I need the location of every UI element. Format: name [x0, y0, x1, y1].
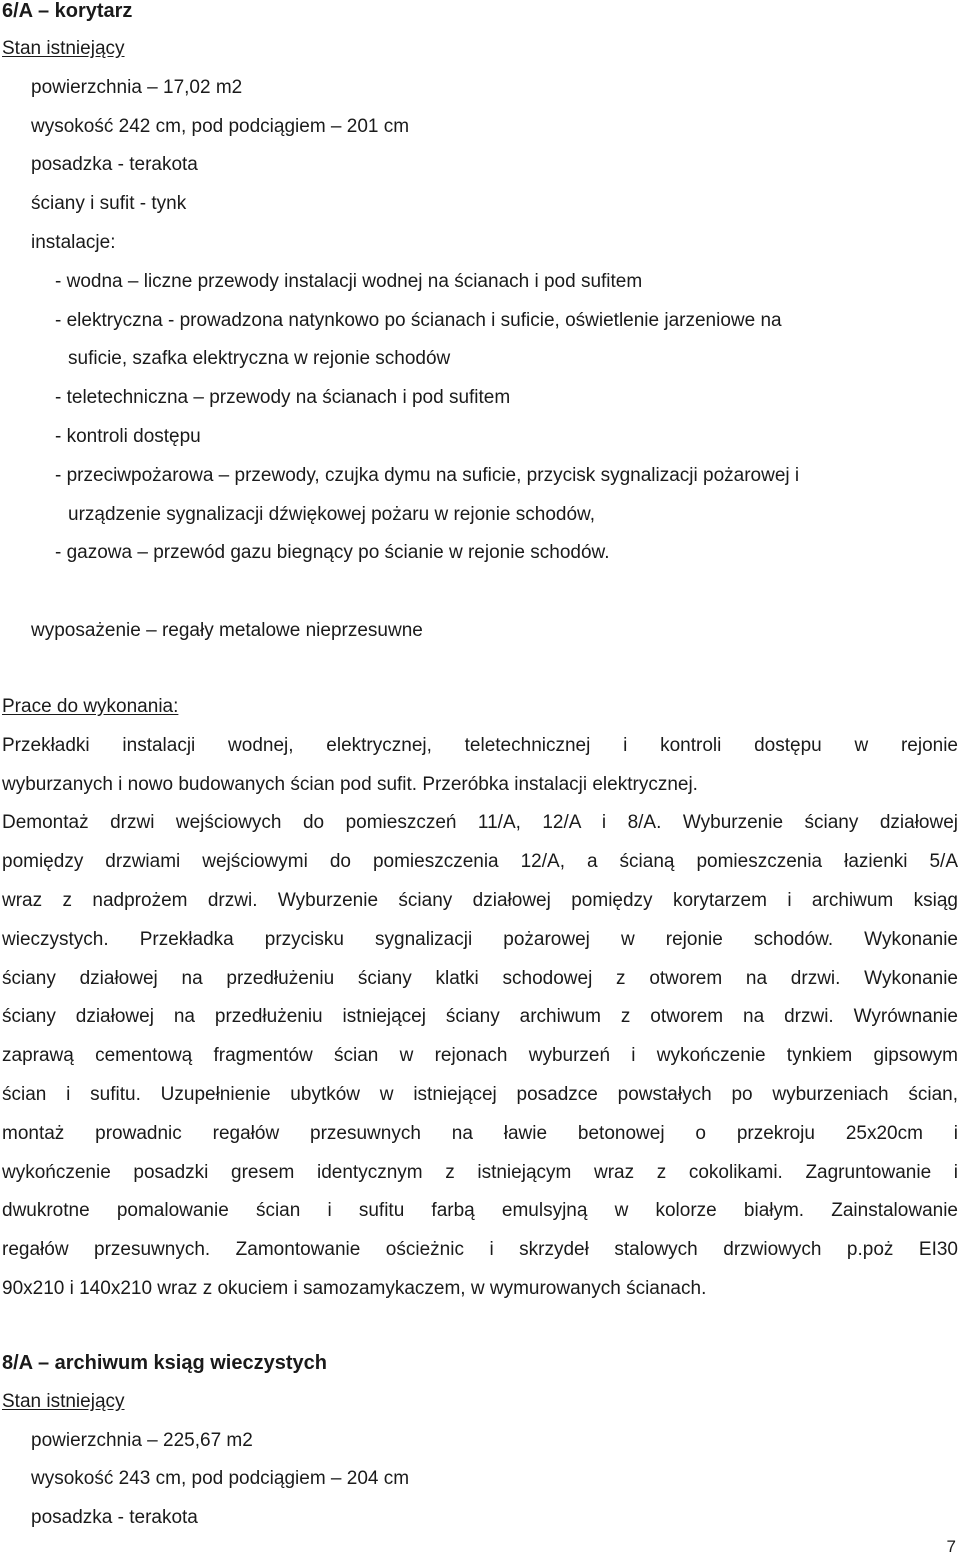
installation-water: - wodna – liczne przewody instalacji wodnej na ścianach i pod sufitem [55, 271, 643, 292]
installation-gas: - gazowa – przewód gazu biegnący po ścianie w rejonie schodów. [55, 542, 610, 563]
section-title-8a: 8/A – archiwum ksiąg wieczystych [2, 1352, 327, 1374]
works-line: Przekładki instalacji wodnej, elektrycznej, teletechnicznej i kontroli dostępu w rejonie [2, 735, 958, 756]
works-line: montaż prowadnic regałów przesuwnych na ławie betonowej o przekroju 25x20cm i [2, 1123, 958, 1144]
floor-6a: posadzka - terakota [31, 154, 198, 175]
works-line: dwukrotne pomalowanie ścian i sufitu farbą emulsyjną w kolorze białym. Zainstalowanie [2, 1200, 958, 1221]
works-line: wykończenie posadzki gresem identycznym z istniejącym wraz z cokolikami. Zagruntowanie i [2, 1162, 958, 1183]
installation-electrical: - elektryczna - prowadzona natynkowo po ścianach i suficie, oświetlenie jarzeniowe na [55, 310, 782, 331]
installations-label-6a: instalacje: [31, 232, 116, 253]
works-line: ściany działowej na przedłużeniu istniejącej ściany archiwum z otworem na drzwi. Wyrównanie [2, 1006, 958, 1027]
installation-fire: - przeciwpożarowa – przewody, czujka dymu na suficie, przycisk sygnalizacji pożarowej i [55, 465, 800, 486]
section-title-6a: 6/A – korytarz [2, 0, 133, 22]
works-line: wraz z nadprożem drzwi. Wyburzenie ściany działowej pomiędzy korytarzem i archiwum ksiąg [2, 890, 958, 911]
works-line: ściany działowej na przedłużeniu ściany klatki schodowej z otworem na drzwi. Wykonanie [2, 968, 958, 989]
height-6a: wysokość 242 cm, pod podciągiem – 201 cm [31, 116, 410, 137]
state-label-6a: Stan istniejący [2, 38, 125, 59]
height-8a: wysokość 243 cm, pod podciągiem – 204 cm [31, 1468, 410, 1489]
works-line: Demontaż drzwi wejściowych do pomieszczeń 11/A, 12/A i 8/A. Wyburzenie ściany działowej [2, 812, 958, 833]
walls-6a: ściany i sufit - tynk [31, 193, 187, 214]
works-line: zaprawą cementową fragmentów ścian w rejonach wyburzeń i wykończenie tynkiem gipsowym [2, 1045, 958, 1066]
works-line: regałów przesuwnych. Zamontowanie ościeżnic i skrzydeł stalowych drzwiowych p.poż EI30 [2, 1239, 958, 1260]
installation-fire-cont: urządzenie sygnalizacji dźwiękowej pożaru w rejonie schodów, [68, 504, 595, 525]
state-label-8a: Stan istniejący [2, 1391, 125, 1412]
area-6a: powierzchnia – 17,02 m2 [31, 77, 243, 98]
works-line: ścian i sufitu. Uzupełnienie ubytków w istniejącej posadzce powstałych po wyburzeniach ścian, [2, 1084, 958, 1105]
page-number: 7 [946, 1537, 956, 1556]
area-8a: powierzchnia – 225,67 m2 [31, 1430, 253, 1451]
equipment-6a: wyposażenie – regały metalowe nieprzesuwne [31, 620, 423, 641]
installation-access-control: - kontroli dostępu [55, 426, 201, 447]
works-label-6a: Prace do wykonania: [2, 696, 179, 717]
works-line: wieczystych. Przekładka przycisku sygnalizacji pożarowej w rejonie schodów. Wykonanie [2, 929, 958, 950]
installation-telecom: - teletechniczna – przewody na ścianach i pod sufitem [55, 387, 511, 408]
works-line: wyburzanych i nowo budowanych ścian pod sufit. Przeróbka instalacji elektrycznej. [2, 774, 698, 795]
works-line: pomiędzy drzwiami wejściowymi do pomieszczenia 12/A, a ścianą pomieszczenia łazienki 5/A [2, 851, 958, 872]
works-line: 90x210 i 140x210 wraz z okuciem i samozamykaczem, w wymurowanych ścianach. [2, 1278, 707, 1299]
installation-electrical-cont: suficie, szafka elektryczna w rejonie schodów [68, 348, 451, 369]
floor-8a: posadzka - terakota [31, 1507, 198, 1528]
